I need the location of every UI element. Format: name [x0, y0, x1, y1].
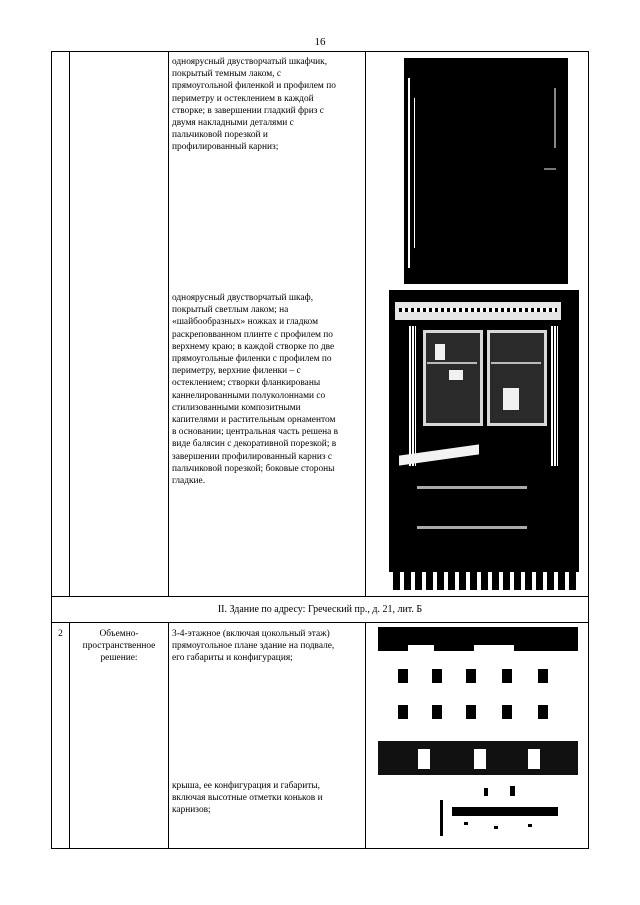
- text-line: раскреповванном плинте с профилем по: [172, 329, 333, 340]
- photo-building-facade: [378, 627, 578, 775]
- text-line: одноярусный двустворчатый шкафчик,: [172, 57, 328, 67]
- text-line: двумя накладными деталями с: [172, 118, 294, 129]
- column-divider: [365, 622, 366, 848]
- text-line: покрытый темным лаком, с: [172, 69, 281, 80]
- description-table: [51, 51, 589, 849]
- photo-dark-cabinet: [394, 58, 576, 284]
- text-line: пространственное: [82, 641, 156, 652]
- column-divider: [168, 52, 169, 596]
- text-line: прямоугольные филенки с профилем по: [172, 354, 332, 365]
- building-description: [172, 628, 360, 665]
- photo-roof: [434, 782, 564, 842]
- text-line: створке; в завершении гладкий фриз с: [172, 105, 324, 116]
- text-line: профилированный карниз;: [172, 142, 279, 153]
- text-line: прямоугольное плане здание на подвале,: [172, 641, 335, 652]
- text-line: в основании; центральная часть решена в: [172, 427, 339, 438]
- text-line: включая высотные отметки коньков и: [172, 793, 323, 804]
- text-line: одноярусный двустворчатый шкаф,: [172, 293, 314, 303]
- section-title: II. Здание по адресу: Греческий пр., д. 21, лит. Б: [217, 604, 423, 615]
- text-line: крыша, ее конфигурация и габариты,: [172, 781, 320, 791]
- text-line: периметру и остеклением в каждой: [172, 93, 314, 104]
- row-divider: [52, 596, 588, 597]
- text-line: завершении профилированный карниз с: [172, 451, 333, 462]
- text-line: периметру, верхние филенки – с: [172, 366, 301, 377]
- text-line: решение:: [100, 653, 138, 664]
- text-line: прямоугольной филенкой и профилем по: [172, 81, 336, 92]
- text-line: пальчиковой порезкой; боковые стороны: [172, 463, 335, 474]
- text-line: 3-4-этажное (включая цокольный этаж): [172, 629, 330, 639]
- text-line: капителями и растительным орнаментом: [172, 415, 336, 426]
- photo-light-cabinet: [389, 290, 579, 590]
- text-line: гладкие.: [172, 476, 206, 487]
- text-line: остеклением; створки фланкированы: [172, 378, 321, 389]
- column-divider: [365, 52, 366, 596]
- row-number: 2: [58, 629, 63, 639]
- row-divider: [52, 622, 588, 623]
- text-line: «шайбообразных» ножках и гладком: [172, 317, 318, 328]
- text-line: стилизованными композитными: [172, 402, 301, 413]
- cabinet-light-description: [172, 292, 360, 487]
- roof-description: [172, 780, 360, 817]
- text-line: покрытый светлым лаком; на: [172, 305, 289, 316]
- text-line: его габариты и конфигурация;: [172, 653, 293, 664]
- category-label: [70, 628, 168, 665]
- text-line: пальчиковой порезкой и: [172, 130, 268, 141]
- column-divider: [168, 622, 169, 848]
- column-divider: [69, 52, 70, 596]
- text-line: Объемно-: [99, 629, 139, 639]
- text-line: верхнему краю; в каждой створке по две: [172, 341, 335, 352]
- page-number: 16: [314, 36, 326, 48]
- text-line: карнизов;: [172, 805, 211, 816]
- text-line: виде балясин с декоративной порезкой; в: [172, 439, 337, 450]
- text-line: каннелированными полуколоннами со: [172, 390, 326, 401]
- cabinet-dark-description: [172, 56, 360, 154]
